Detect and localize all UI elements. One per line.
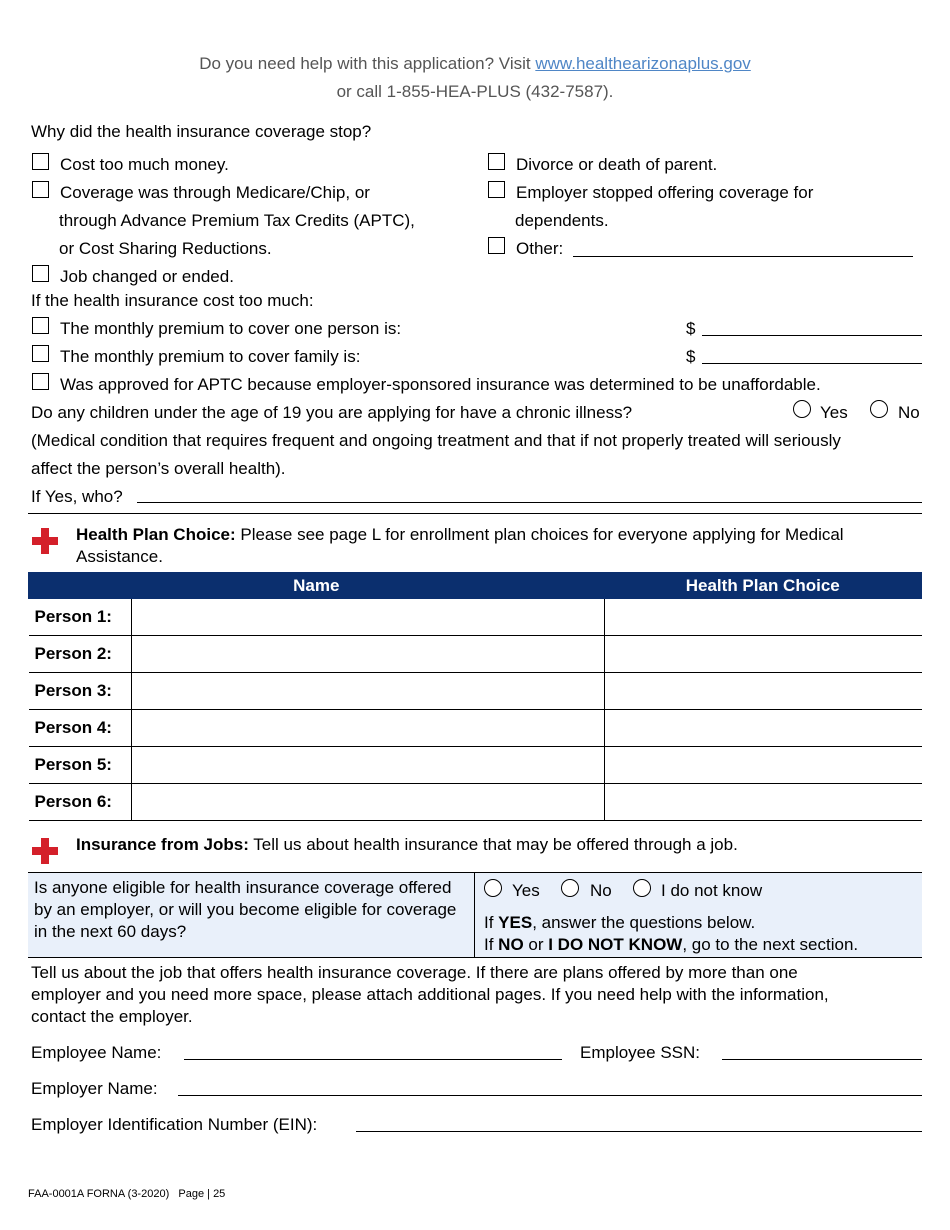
col-choice-header: Health Plan Choice	[604, 573, 922, 599]
jobs-intro	[76, 835, 738, 855]
help-link[interactable]: www.healthearizonaplus.gov	[535, 54, 751, 73]
jobs-yes-radio[interactable]	[484, 879, 502, 897]
person-name-cell[interactable]	[131, 784, 604, 821]
ein-line[interactable]	[356, 1131, 922, 1132]
health-plan-text-1: Please see page L for enrollment plan choices for everyone applying for Medical	[235, 525, 844, 544]
jobs-no-radio[interactable]	[561, 879, 579, 897]
other-input-line[interactable]	[573, 256, 913, 257]
chronic-question: Do any children under the age of 19 you are applying for have a chronic illness?	[31, 403, 633, 422]
chronic-yes-radio[interactable]	[793, 400, 811, 418]
section-divider	[28, 513, 922, 514]
health-plan-intro	[76, 525, 844, 545]
if-no-bold-dont-know: I DO NOT KNOW	[548, 935, 683, 954]
person-label: Person 1:	[29, 599, 132, 636]
help-phone: or call 1-855-HEA-PLUS (432-7587).	[336, 82, 614, 101]
coverage-stop-question: Why did the health insurance coverage stop?	[31, 122, 372, 141]
jobs-yes-label: Yes	[512, 881, 540, 900]
table-row	[29, 747, 922, 784]
divorce-label: Divorce or death of parent.	[516, 155, 718, 174]
divorce-checkbox[interactable]	[488, 153, 505, 170]
chronic-note-1: (Medical condition that requires frequent and ongoing treatment and that if not properly treated will seriously	[31, 431, 841, 450]
medicare-label-2: through Advance Premium Tax Credits (APTC),	[59, 211, 415, 230]
one-person-dollar: $	[686, 319, 696, 338]
health-plan-heading: Health Plan Choice:	[76, 525, 236, 544]
person-choice-cell[interactable]	[604, 599, 922, 636]
form-id: FAA-0001A FORNA (3-2020)	[28, 1188, 170, 1200]
chronic-yes-label: Yes	[820, 403, 848, 422]
person-choice-cell[interactable]	[604, 673, 922, 710]
medicare-label-3: or Cost Sharing Reductions.	[59, 239, 272, 258]
person-name-cell[interactable]	[131, 636, 604, 673]
employer-name-line[interactable]	[178, 1095, 922, 1096]
employer-stopped-checkbox[interactable]	[488, 181, 505, 198]
employer-stopped-label-2: dependents.	[515, 211, 609, 230]
col-name-header: Name	[29, 573, 605, 599]
job-changed-checkbox[interactable]	[32, 265, 49, 282]
jobs-tell-2: employer and you need more space, please attach additional pages. If you need help with the information,	[31, 985, 829, 1004]
footer	[28, 1188, 225, 1200]
help-line	[0, 54, 950, 74]
table-row	[29, 636, 922, 673]
one-person-label: The monthly premium to cover one person is:	[60, 319, 402, 338]
help-text: Do you need help with this application? Visit	[199, 54, 536, 73]
job-changed-label: Job changed or ended.	[60, 267, 234, 286]
medicare-label-1: Coverage was through Medicare/Chip, or	[60, 183, 370, 202]
employer-name-label: Employer Name:	[31, 1079, 158, 1098]
chronic-no-label: No	[898, 403, 920, 422]
aptc-label: Was approved for APTC because employer-sponsored insurance was determined to be unaffordable.	[60, 375, 821, 394]
table-row	[29, 784, 922, 821]
jobs-no-label: No	[590, 881, 612, 900]
jobs-if-no	[484, 935, 858, 955]
jobs-tell-3: contact the employer.	[31, 1007, 193, 1026]
jobs-dont-know-radio[interactable]	[633, 879, 651, 897]
table-row	[29, 673, 922, 710]
if-yes-suffix: , answer the questions below.	[532, 913, 756, 932]
person-name-cell[interactable]	[131, 747, 604, 784]
family-checkbox[interactable]	[32, 345, 49, 362]
red-cross-icon	[32, 528, 58, 554]
person-label: Person 5:	[29, 747, 132, 784]
other-label: Other:	[516, 239, 564, 258]
one-person-amount-line[interactable]	[702, 335, 922, 336]
person-choice-cell[interactable]	[604, 784, 922, 821]
employee-name-label: Employee Name:	[31, 1043, 162, 1062]
person-name-cell[interactable]	[131, 710, 604, 747]
chronic-note-2: affect the person’s overall health).	[31, 459, 286, 478]
if-no-bold-no: NO	[498, 935, 524, 954]
jobs-text: Tell us about health insurance that may be offered through a job.	[248, 835, 738, 854]
page-number: Page | 25	[178, 1188, 226, 1200]
health-plan-table	[28, 572, 922, 821]
if-yes-bold: YES	[498, 913, 533, 932]
cost-checkbox[interactable]	[32, 153, 49, 170]
employee-ssn-label: Employee SSN:	[580, 1043, 700, 1062]
if-yes-prefix: If	[484, 913, 499, 932]
employee-ssn-line[interactable]	[722, 1059, 922, 1060]
person-label: Person 4:	[29, 710, 132, 747]
family-amount-line[interactable]	[702, 363, 922, 364]
ein-label: Employer Identification Number (EIN):	[31, 1115, 318, 1134]
family-dollar: $	[686, 347, 696, 366]
health-plan-text-2: Assistance.	[76, 547, 163, 566]
cost-label: Cost too much money.	[60, 155, 229, 174]
person-name-cell[interactable]	[131, 673, 604, 710]
employer-stopped-label-1: Employer stopped offering coverage for	[516, 183, 814, 202]
family-label: The monthly premium to cover family is:	[60, 347, 361, 366]
if-no-suffix: , go to the next section.	[682, 935, 859, 954]
if-no-prefix: If	[484, 935, 499, 954]
other-checkbox[interactable]	[488, 237, 505, 254]
table-row	[29, 710, 922, 747]
jobs-heading: Insurance from Jobs:	[76, 835, 249, 854]
table-row	[29, 599, 922, 636]
person-label: Person 2:	[29, 636, 132, 673]
person-choice-cell[interactable]	[604, 710, 922, 747]
jobs-if-yes	[484, 913, 755, 933]
jobs-question: Is anyone eligible for health insurance coverage offered by an employer, or will you become eligible for coverage in the next 60 days?	[34, 878, 457, 941]
one-person-checkbox[interactable]	[32, 317, 49, 334]
person-name-cell[interactable]	[131, 599, 604, 636]
chronic-no-radio[interactable]	[870, 400, 888, 418]
medicare-checkbox[interactable]	[32, 181, 49, 198]
jobs-divider	[474, 873, 475, 957]
person-choice-cell[interactable]	[604, 636, 922, 673]
chronic-who-line[interactable]	[137, 502, 922, 503]
person-label: Person 6:	[29, 784, 132, 821]
cost-intro: If the health insurance cost too much:	[31, 291, 314, 310]
jobs-eligibility-box	[28, 872, 922, 958]
if-no-or: or	[523, 935, 549, 954]
person-choice-cell[interactable]	[604, 747, 922, 784]
chronic-who-label: If Yes, who?	[31, 487, 123, 506]
red-cross-icon	[32, 838, 58, 864]
person-label: Person 3:	[29, 673, 132, 710]
jobs-dont-know-label: I do not know	[661, 881, 763, 900]
jobs-tell-1: Tell us about the job that offers health insurance coverage. If there are plans offered by more than one	[31, 963, 798, 982]
employee-name-line[interactable]	[184, 1059, 562, 1060]
aptc-checkbox[interactable]	[32, 373, 49, 390]
